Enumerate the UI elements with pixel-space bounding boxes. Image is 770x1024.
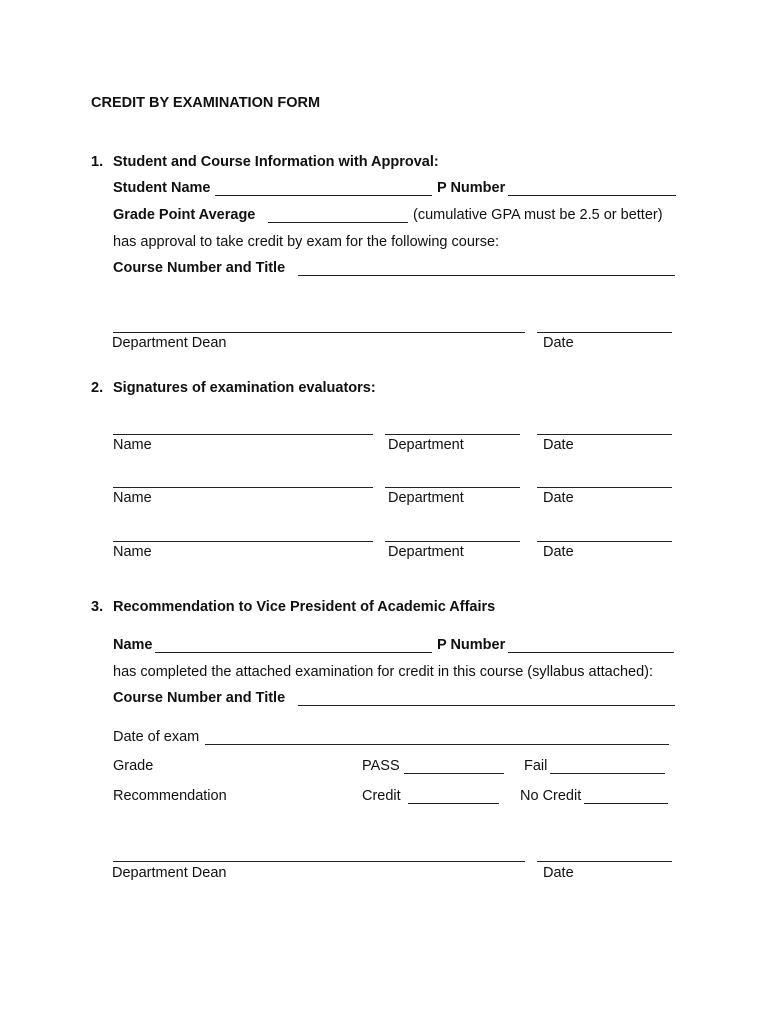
recommend-p-number-field[interactable] [508,652,674,653]
credit-label: Credit [362,788,401,804]
final-dean-date-label: Date [543,865,574,881]
completed-text: has completed the attached examination for credit in this course (syllabus attached): [113,664,654,680]
p-number-label: P Number [437,180,506,196]
final-dean-date-line[interactable] [537,861,672,862]
recommend-p-number-label: P Number [437,637,506,653]
fail-label: Fail [524,758,548,774]
course-number-title-field[interactable] [298,275,675,276]
evaluator-name-line[interactable] [113,541,373,542]
recommendation-label: Recommendation [113,788,227,804]
gpa-field[interactable] [268,222,408,223]
pass-field[interactable] [404,773,504,774]
form-title: CREDIT BY EXAMINATION FORM [91,95,321,111]
student-name-label: Student Name [113,180,211,196]
final-dean-label: Department Dean [112,865,227,881]
evaluator-department-line[interactable] [385,541,520,542]
recommend-name-field[interactable] [155,652,432,653]
dean-date-line[interactable] [537,332,672,333]
evaluator-department-label: Department [388,544,464,560]
recommend-course-field[interactable] [298,705,675,706]
section-1-number: 1. [91,154,104,170]
section-2-number: 2. [91,380,104,396]
no-credit-label: No Credit [520,788,582,804]
section-3-number: 3. [91,599,104,615]
section-1-heading: Student and Course Information with Approval: [113,154,439,170]
evaluator-date-line[interactable] [537,434,672,435]
dean-date-label: Date [543,335,574,351]
grade-label: Grade [113,758,154,774]
p-number-field[interactable] [508,195,676,196]
date-of-exam-label: Date of exam [113,729,200,745]
date-of-exam-field[interactable] [205,744,669,745]
gpa-note: (cumulative GPA must be 2.5 or better) [413,207,663,223]
evaluator-department-line[interactable] [385,434,520,435]
no-credit-field[interactable] [584,803,668,804]
pass-label: PASS [362,758,400,774]
section-3-heading: Recommendation to Vice President of Academic Affairs [113,599,496,615]
evaluator-department-label: Department [388,437,464,453]
evaluator-department-label: Department [388,490,464,506]
evaluator-date-label: Date [543,544,574,560]
evaluator-date-label: Date [543,437,574,453]
evaluator-date-line[interactable] [537,541,672,542]
recommend-name-label: Name [113,637,153,653]
evaluator-date-label: Date [543,490,574,506]
gpa-label: Grade Point Average [113,207,256,223]
evaluator-name-label: Name [113,490,152,506]
evaluator-name-line[interactable] [113,434,373,435]
credit-field[interactable] [408,803,499,804]
course-number-title-label: Course Number and Title [113,260,286,276]
evaluator-date-line[interactable] [537,487,672,488]
student-name-field[interactable] [215,195,432,196]
final-dean-signature-line[interactable] [113,861,525,862]
evaluator-department-line[interactable] [385,487,520,488]
approval-text: has approval to take credit by exam for the following course: [113,234,500,250]
evaluator-name-label: Name [113,437,152,453]
fail-field[interactable] [550,773,665,774]
recommend-course-label: Course Number and Title [113,690,286,706]
dean-signature-line[interactable] [113,332,525,333]
evaluator-name-label: Name [113,544,152,560]
section-2-heading: Signatures of examination evaluators: [113,380,376,396]
dean-label: Department Dean [112,335,227,351]
evaluator-name-line[interactable] [113,487,373,488]
